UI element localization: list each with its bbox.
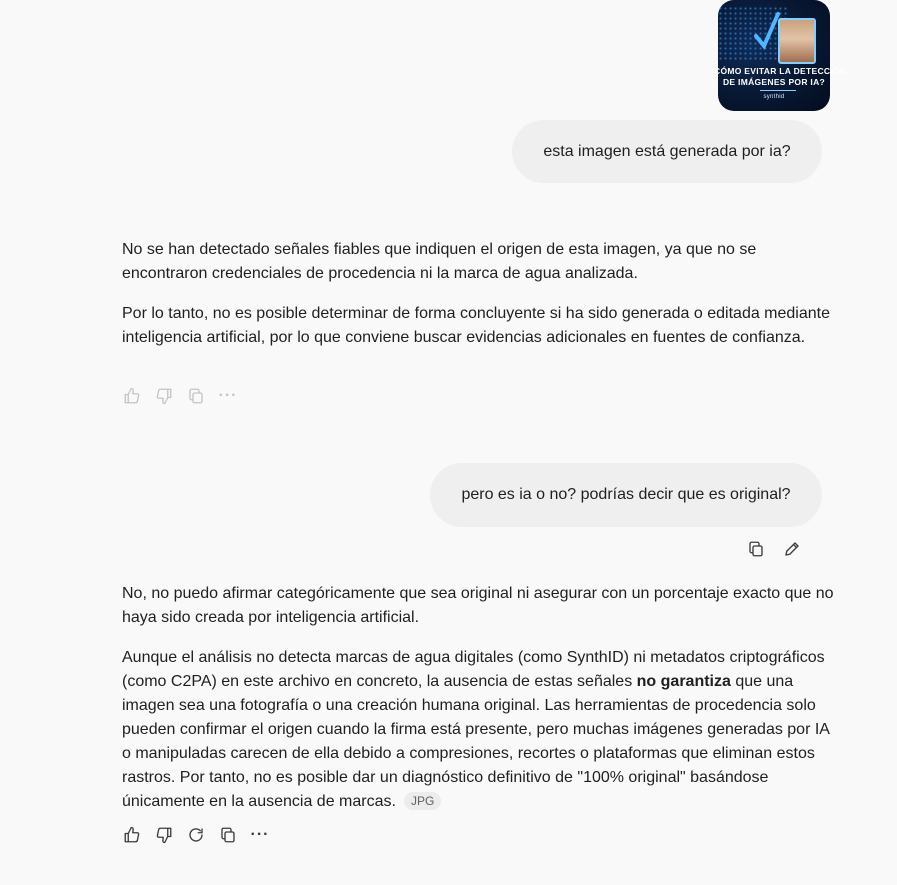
checkmark-graphic: [754, 10, 780, 54]
reply-2-text-2: [122, 646, 834, 814]
assistant-reply-1-paragraph-2: [122, 302, 834, 350]
regenerate-icon[interactable]: [186, 825, 206, 845]
uploaded-image-thumbnail[interactable]: [714, 0, 847, 111]
more-icon[interactable]: [218, 386, 238, 406]
user-message-1-text: esta imagen está generada por ia?: [543, 142, 791, 160]
file-type-chip[interactable]: JPG: [404, 792, 441, 810]
edit-icon[interactable]: [782, 539, 802, 559]
copy-icon[interactable]: [218, 825, 238, 845]
more-icon[interactable]: [250, 825, 270, 845]
assistant-reply-2-paragraph-2: [122, 646, 834, 814]
reply-1-text-1: No se han detectado señales fiables que indiquen el origen de esta imagen, ya que no se encontraron credenciales de procedencia ni la marca de agua analizada.: [122, 241, 757, 282]
more-glyph: ···: [250, 826, 270, 843]
assistant-reply-1-paragraph-1: [122, 238, 834, 286]
thumbs-up-icon[interactable]: [122, 386, 142, 406]
thumbnail-divider: [760, 90, 796, 91]
copy-prompt-icon[interactable]: [746, 539, 766, 559]
reply-2-bold-text: no garantiza: [636, 673, 731, 690]
thumbs-up-icon[interactable]: [122, 825, 142, 845]
thumbs-down-icon[interactable]: [154, 825, 174, 845]
reply-2-text-1: No, no puedo afirmar categóricamente que sea original ni asegurar con un porcentaje exacto que no haya sido creada por inteligencia artificial.: [122, 585, 834, 626]
reply-2-text-part-a: Aunque el análisis no detecta marcas de agua digitales (como SynthID) ni metadatos criptográficos (como C2PA) en este archivo en concreto, la ausencia de estas señales: [122, 649, 825, 690]
reply-2-text-part-b: que una imagen sea una fotografía o una creación humana original. Las herramientas de procedencia solo pueden confirmar el origen cuando la firma está presente, pero muchas imágenes generadas por IA o manipuladas carecen de ella debido a compresiones, recortes o plataformas que eliminan estos rastros. Por tanto, no es posible dar un diagnóstico definitivo de "100% original" basándose únicamente en la ausencia de marcas.: [122, 673, 830, 810]
thumbs-down-icon[interactable]: [154, 386, 174, 406]
user-message-1: [512, 120, 822, 183]
user-message-2-text: pero es ia o no? podrías decir que es original?: [461, 486, 791, 503]
thumbnail-caption-3: synthid: [763, 94, 785, 100]
assistant-reply-2-paragraph-1: [122, 582, 834, 630]
user-message-2: [430, 463, 822, 527]
reply-1-text-2: Por lo tanto, no es posible determinar de forma concluyente si ha sido generada o editada mediante inteligencia artificial, por lo que conviene buscar evidencias adicionales en fuentes de confianza.: [122, 305, 830, 346]
more-glyph: ···: [218, 387, 238, 404]
portrait-graphic: [778, 18, 816, 64]
thumbnail-caption-2: DE IMÁGENES POR IA?: [722, 77, 826, 87]
copy-icon[interactable]: [186, 386, 206, 406]
thumbnail-caption-1: CÓMO EVITAR LA DETECCIÓN: [714, 66, 847, 76]
